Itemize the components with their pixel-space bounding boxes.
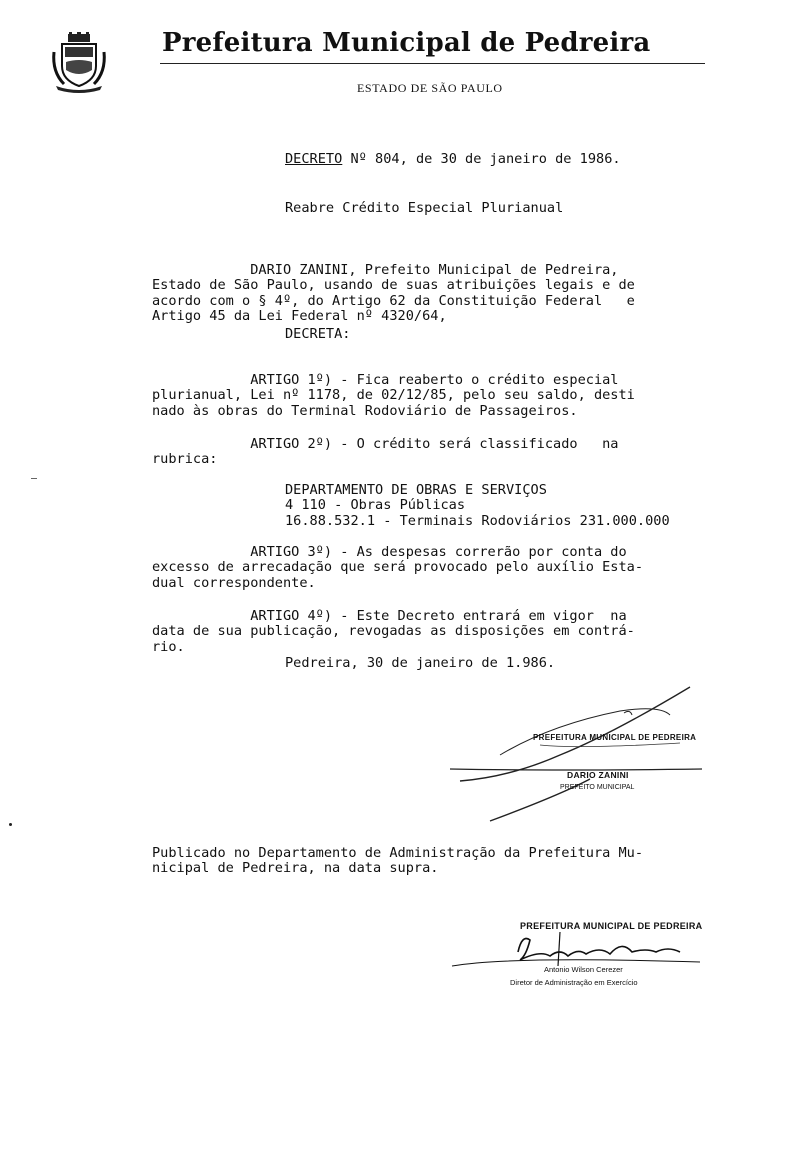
classification-line: DEPARTAMENTO DE OBRAS E SERVIÇOS: [285, 481, 547, 498]
place-and-date: Pedreira, 30 de janeiro de 1.986.: [285, 655, 556, 671]
article-line: ARTIGO 1º) - Fica reaberto o crédito especial: [152, 371, 619, 388]
article-line: data de sua publicação, revogadas as disposições em contrá-: [152, 623, 635, 639]
mayor-name: DARIO ZANINI: [567, 770, 629, 780]
article-line: nado às obras do Terminal Rodoviário de Passageiros.: [152, 402, 578, 419]
article-line: ARTIGO 4º) - Este Decreto entrará em vigor na: [152, 607, 627, 624]
publication-line: nicipal de Pedreira, na data supra.: [152, 860, 439, 876]
director-stamp-title: PREFEITURA MUNICIPAL DE PEDREIRA: [520, 921, 703, 931]
header-divider: [160, 63, 705, 64]
mayor-role: PREFEITO MUNICIPAL: [560, 784, 635, 791]
preamble-line: DARIO ZANINI, Prefeito Municipal de Pedreira,: [152, 261, 619, 278]
preamble-line: acordo com o § 4º, do Artigo 62 da Constituição Federal e: [152, 292, 635, 309]
article-line: rubrica:: [152, 451, 218, 467]
article-line: rio.: [152, 638, 185, 655]
article-line: dual correspondente.: [152, 574, 316, 591]
director-name: Antonio Wilson Cerezer: [544, 965, 623, 974]
preamble-paragraph: [152, 247, 635, 340]
scan-mark: [9, 823, 12, 826]
article-line: ARTIGO 3º) - As despesas correrão por conta do: [152, 543, 627, 560]
preamble-line: Artigo 45 da Lei Federal nº 4320/64,: [152, 308, 447, 324]
decree-word: DECRETO: [285, 151, 343, 167]
decreta-heading: DECRETA:: [285, 326, 351, 342]
mayor-signature-icon: [440, 685, 720, 825]
article-line: ARTIGO 2º) - O crédito será classificado na: [152, 435, 619, 452]
decree-summary: Reabre Crédito Especial Plurianual: [285, 200, 564, 216]
classification-line: 16.88.532.1 - Terminais Rodoviários 231.000.000: [285, 512, 670, 529]
mayor-stamp-title: PREFEITURA MUNICIPAL DE PEDREIRA: [533, 733, 697, 742]
publication-line: Publicado no Departamento de Administração da Prefeitura Mu-: [152, 844, 644, 861]
municipality-title: Prefeitura Municipal de Pedreira: [162, 28, 651, 58]
decree-number-rest: Nº 804, de 30 de janeiro de 1986.: [342, 151, 621, 167]
preamble-line: Estado de São Paulo, usando de suas atribuições legais e de: [152, 277, 635, 293]
director-role: Diretor de Administração em Exercício: [510, 978, 638, 987]
state-name: ESTADO DE SÃO PAULO: [357, 81, 503, 95]
publication-notice: [152, 830, 643, 892]
coat-of-arms-icon: [50, 32, 108, 94]
classification-line: 4 110 - Obras Públicas: [285, 497, 466, 513]
decree-number: [285, 152, 621, 168]
article-line: excesso de arrecadação que será provocado pelo auxílio Esta-: [152, 559, 644, 575]
article-line: plurianual, Lei nº 1178, de 02/12/85, pelo seu saldo, desti: [152, 387, 635, 403]
scan-mark: [31, 478, 37, 479]
